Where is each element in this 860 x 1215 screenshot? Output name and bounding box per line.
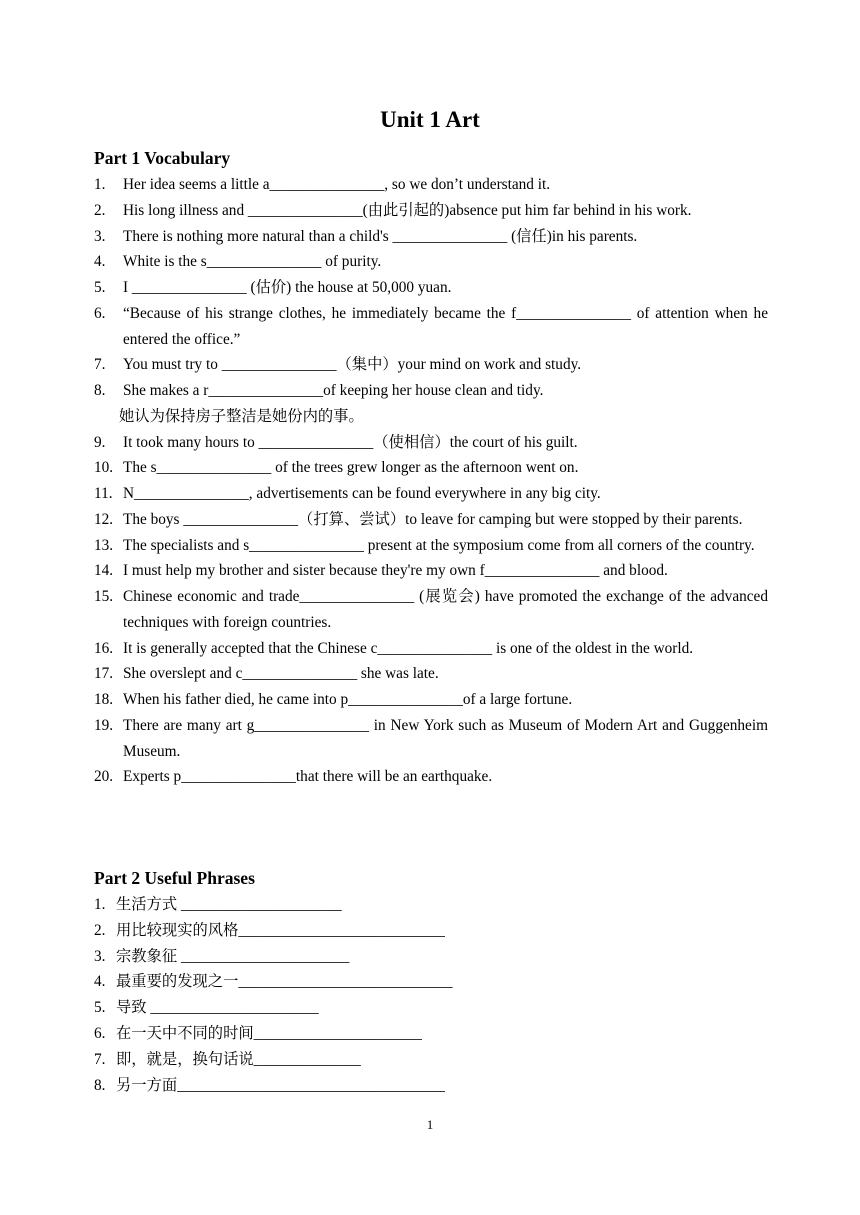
item-number: 9. xyxy=(94,433,106,451)
item-text: 最重要的发现之一____________________________ xyxy=(116,973,453,991)
item-number: 19. xyxy=(94,716,114,734)
item-text: There is nothing more natural than a child's _______________ (信任)in his parents. xyxy=(123,227,638,245)
phrase-item xyxy=(94,1021,768,1047)
item-number: 4. xyxy=(94,253,106,271)
item-text: You must try to _______________（集中）your mind on work and study. xyxy=(123,356,582,374)
item-text: She makes a r_______________of keeping her house clean and tidy. xyxy=(123,382,544,399)
item-text: I _______________ (估价) the house at 50,000 yuan. xyxy=(123,279,452,296)
item-number: 14. xyxy=(94,562,114,580)
vocab-item xyxy=(94,249,768,275)
item-text: Her idea seems a little a_______________, so we don’t understand it. xyxy=(123,176,551,193)
item-number: 2. xyxy=(94,921,106,939)
page-title: Unit 1 Art xyxy=(380,107,480,132)
item-text: It took many hours to _______________（使相信）the court of his guilt. xyxy=(123,433,578,451)
vocabulary-list xyxy=(94,172,768,790)
item-text: 另一方面___________________________________ xyxy=(116,1076,445,1094)
vocab-item xyxy=(94,275,768,301)
item-text: 宗教象征 ______________________ xyxy=(116,947,350,965)
item-text: The specialists and s_______________ present at the symposium come from all corners of the country. xyxy=(123,536,755,554)
vocab-item xyxy=(94,481,768,507)
item-number: 4. xyxy=(94,973,106,991)
item-text: Experts p_______________that there will be an earthquake. xyxy=(123,768,493,786)
item-text: His long illness and _______________(由此引起的)absence put him far behind in his work. xyxy=(123,201,692,219)
item-text: The s_______________ of the trees grew longer as the afternoon went on. xyxy=(123,459,579,477)
vocab-item xyxy=(94,378,768,430)
item-translation-note: 她认为保持房子整洁是她份内的事。 xyxy=(119,407,364,425)
item-text: Chinese economic and trade_______________ (展览会) have promoted the exchange of the advanced techniques with foreign countries. xyxy=(123,588,768,631)
phrase-item xyxy=(94,1047,768,1073)
item-text: It is generally accepted that the Chinese c_______________ is one of the oldest in the world. xyxy=(123,639,694,657)
phrase-item xyxy=(94,1073,768,1099)
vocab-item xyxy=(94,687,768,713)
item-number: 6. xyxy=(94,1024,106,1042)
item-text: 导致 ______________________ xyxy=(116,999,319,1017)
phrase-item xyxy=(94,969,768,995)
part2-heading: Part 2 Useful Phrases xyxy=(94,868,255,888)
vocab-item xyxy=(94,198,768,224)
phrase-item xyxy=(94,944,768,970)
phrase-item xyxy=(94,892,768,918)
item-number: 8. xyxy=(94,382,106,399)
item-number: 11. xyxy=(94,485,113,502)
item-number: 5. xyxy=(94,279,106,296)
item-text: She overslept and c_______________ she was late. xyxy=(123,665,439,683)
vocab-item xyxy=(94,430,768,456)
item-number: 2. xyxy=(94,201,106,219)
item-number: 1. xyxy=(94,896,106,913)
vocab-item xyxy=(94,764,768,790)
phrases-list xyxy=(94,892,768,1098)
item-number: 7. xyxy=(94,356,106,374)
vocab-item xyxy=(94,301,768,353)
vocab-item xyxy=(94,507,768,533)
item-number: 10. xyxy=(94,459,114,477)
item-number: 6. xyxy=(94,304,106,322)
item-text: “Because of his strange clothes, he immediately became the f_______________ of attention when he entered the office.” xyxy=(123,304,768,348)
item-text: N_______________, advertisements can be found everywhere in any big city. xyxy=(123,485,601,502)
item-number: 3. xyxy=(94,227,106,245)
vocab-item xyxy=(94,352,768,378)
item-number: 1. xyxy=(94,176,106,193)
item-number: 13. xyxy=(94,536,114,554)
vocab-item xyxy=(94,636,768,662)
item-number: 8. xyxy=(94,1076,106,1094)
item-number: 15. xyxy=(94,588,114,605)
item-number: 18. xyxy=(94,691,114,708)
item-number: 3. xyxy=(94,947,106,965)
phrase-item xyxy=(94,995,768,1021)
vocab-item xyxy=(94,558,768,584)
item-text: I must help my brother and sister because they're my own f_______________ and blood. xyxy=(123,562,668,580)
item-text: The boys _______________（打算、尝试）to leave for camping but were stopped by their parents. xyxy=(123,510,743,528)
part1-heading: Part 1 Vocabulary xyxy=(94,148,231,168)
item-text: When his father died, he came into p_______________of a large fortune. xyxy=(123,691,573,708)
vocab-item xyxy=(94,713,768,765)
vocab-item xyxy=(94,172,768,198)
item-text: 生活方式 _____________________ xyxy=(116,896,342,913)
item-number: 20. xyxy=(94,768,114,786)
item-text: White is the s_______________ of purity. xyxy=(123,253,382,271)
item-number: 7. xyxy=(94,1050,106,1068)
item-number: 5. xyxy=(94,999,106,1017)
page-number: 1 xyxy=(426,1117,434,1132)
item-text: 即，就是，换句话说______________ xyxy=(116,1050,361,1068)
item-number: 17. xyxy=(94,665,114,683)
phrase-item xyxy=(94,918,768,944)
item-text: 在一天中不同的时间______________________ xyxy=(116,1024,422,1042)
item-text: There are many art g_______________ in New York such as Museum of Modern Art and Guggenheim Museum. xyxy=(123,716,768,760)
vocab-item xyxy=(94,224,768,250)
vocab-item xyxy=(94,661,768,687)
vocab-item xyxy=(94,533,768,559)
item-number: 16. xyxy=(94,639,114,657)
vocab-item xyxy=(94,584,768,636)
item-text: 用比较现实的风格___________________________ xyxy=(116,921,445,939)
item-number: 12. xyxy=(94,510,114,528)
vocab-item xyxy=(94,455,768,481)
